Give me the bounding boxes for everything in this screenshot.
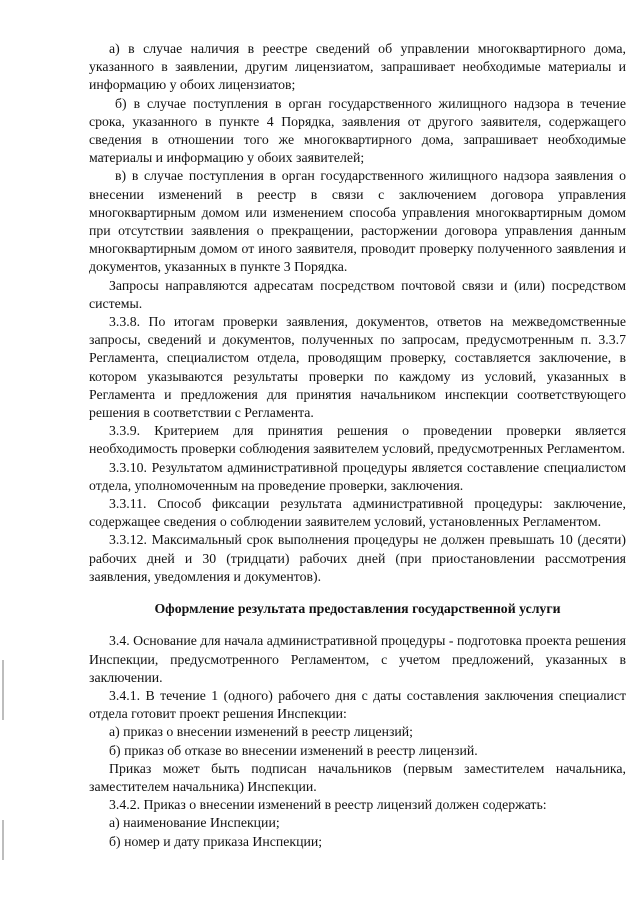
paragraph: б) приказ об отказе во внесении изменений в реестр лицензий.: [109, 742, 478, 758]
paragraph: б) в случае поступления в орган государственного жилищного надзора в течение срока, указанного в пункте 4 Порядка, заявления от другого заявителя, содержащего сведения в отношении того же многоквартирного дома, запрашивает необходимые материалы и информацию у обоих заявителей;: [89, 95, 626, 166]
paragraph: Приказ может быть подписан начальников (первым заместителем начальника, заместителем начальника) Инспекции.: [89, 760, 626, 794]
paragraph: а) наименование Инспекции;: [109, 815, 280, 831]
scan-edge-mark: [2, 660, 4, 720]
scan-edge-mark: [2, 820, 4, 860]
paragraph: б) номер и дату приказа Инспекции;: [109, 833, 323, 849]
paragraph: 3.3.12. Максимальный срок выполнения процедуры не должен превышать 10 (десяти) рабочих дней и 30 (тридцати) рабочих дней (при приостановлении рассмотрения заявления, уведомления и документов).: [89, 532, 626, 584]
spacer: [89, 618, 626, 632]
paragraph: 3.3.8. По итогам проверки заявления, документов, ответов на межведомственные запросы, сведений и документов, полученных по запросам, предусмотренным п. 3.3.7 Регламента, специалистом отдела, проводящим проверку, составляется заключение, в котором указываются результаты проверки по каждому из условий, указанных в Регламента и предложения для принятия начальником инспекции соответствующего решения в соответствии с Регламента.: [89, 314, 626, 421]
paragraph: а) приказ о внесении изменений в реестр лицензий;: [109, 724, 414, 740]
paragraph: 3.4. Основание для начала административной процедуры - подготовка проекта решения Инспекции, предусмотренного Регламентом, с учетом предложений, указанных в заключении.: [89, 633, 626, 685]
paragraph: 3.4.2. Приказ о внесении изменений в реестр лицензий должен содержать:: [109, 797, 547, 813]
paragraph: 3.3.11. Способ фиксации результата административной процедуры: заключение, содержащее сведения о соблюдении заявителем условий, установленных Регламентом.: [89, 496, 626, 530]
document-body: [89, 40, 626, 851]
paragraph: 3.3.9. Критерием для принятия решения о проведении проверки является необходимость проверки соблюдения заявителем условий, предусмотренных Регламентом.: [89, 423, 626, 457]
spacer: [89, 586, 626, 600]
paragraph: в) в случае поступления в орган государственного жилищного надзора заявления о внесении изменений в реестр в связи с заключением договора управления многоквартирным домом или изменением способа управления многоквартирным домом при отсутствии заявления о прекращении, расторжении договора управления данным многоквартирным домом от иного заявителя, проводит проверку полученного заявления и документов, указанных в пункте 3 Порядка.: [89, 168, 626, 275]
paragraph: 3.3.10. Результатом административной процедуры является составление специалистом отдела, уполномоченным на проведение проверки, заключения.: [89, 459, 626, 493]
section-heading: Оформление результата предоставления государственной услуги: [154, 601, 561, 617]
paragraph: а) в случае наличия в реестре сведений об управлении многоквартирного дома, указанного в заявлении, другим лицензиатом, запрашивает необходимые материалы и информацию у обоих лицензиатов;: [89, 41, 626, 93]
paragraph: Запросы направляются адресатам посредством почтовой связи и (или) посредством системы.: [89, 277, 626, 311]
paragraph: 3.4.1. В течение 1 (одного) рабочего дня с даты составления заключения специалист отдела готовит проект решения Инспекции:: [89, 687, 626, 722]
